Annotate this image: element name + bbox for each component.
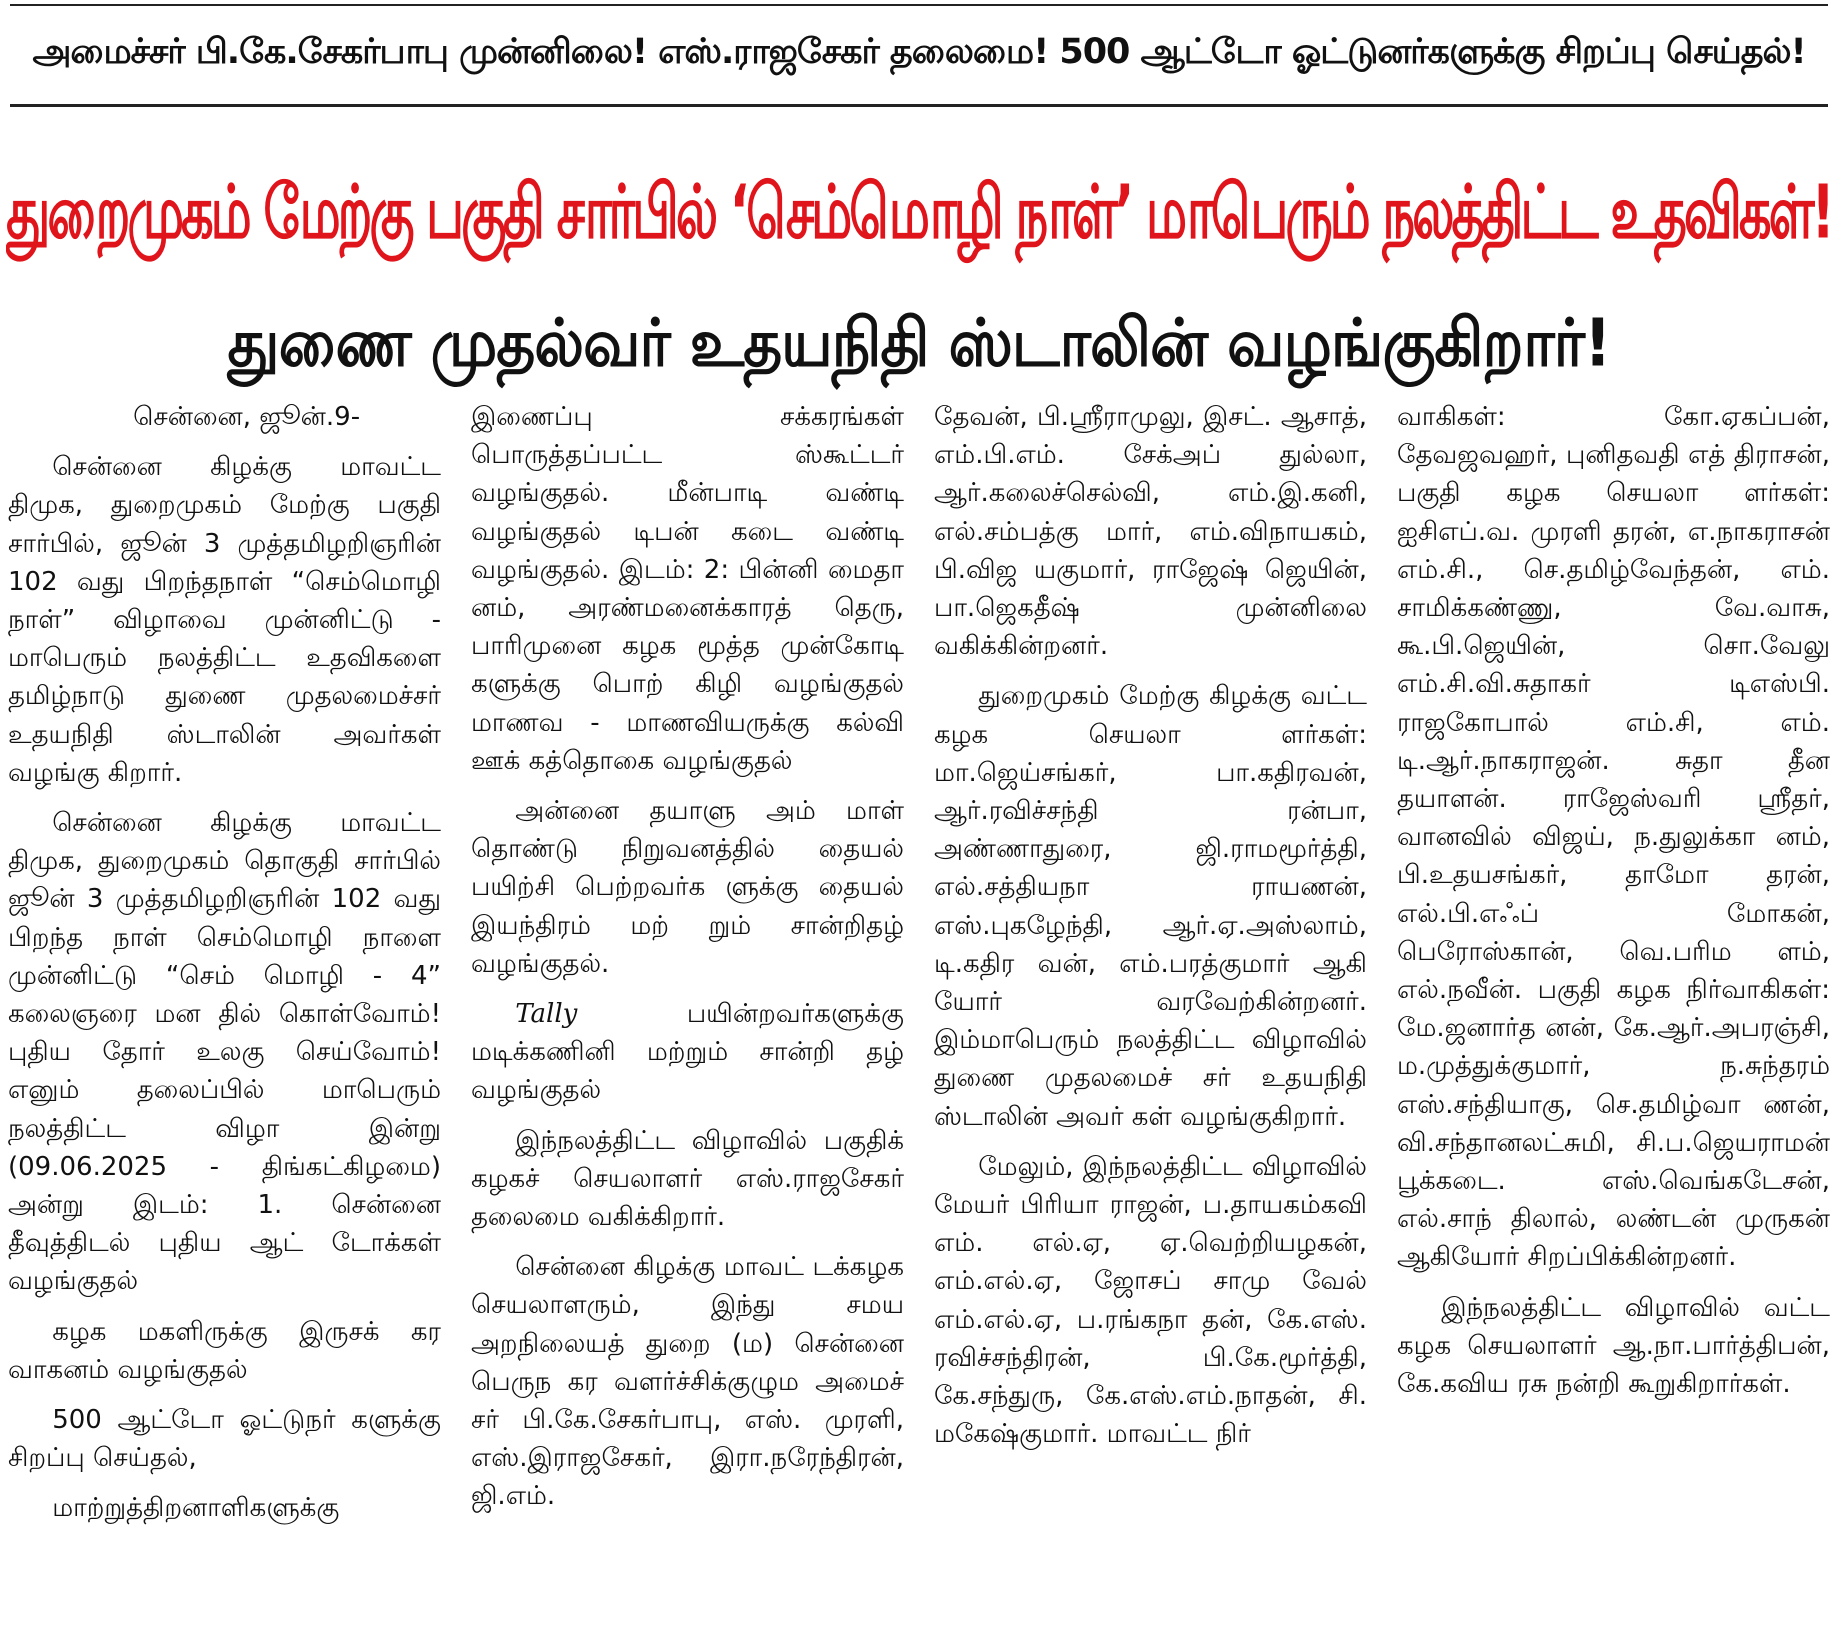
top-border-rule [10, 4, 1828, 6]
paragraph: இந்நலத்திட்ட விழாவில் பகுதிக் கழகச் செயலாளர் எஸ்.ராஜசேகர் தலைமை வகிக்கிறார். [471, 1125, 904, 1233]
article-column-4 [1397, 398, 1830, 1638]
kicker-line: அமைச்சர் பி.கே.சேகர்பாபு முன்னிலை! எஸ்.ராஜசேகர் தலைமை! 500 ஆட்டோ ஓட்டுனர்களுக்கு சிறப்பு செய்தல்! [32, 32, 1806, 72]
article-column-1 [8, 398, 441, 1638]
article-column-3 [934, 398, 1367, 1638]
paragraph: தேவன், பி.ஸ்ரீராமுலு, இசட். ஆசாத், எம்.பி.எம். சேக்அப் துல்லா, ஆர்.கலைச்செல்வி, எம்.இ.கனி, எல்.சம்பத்கு மார், எம்.விநாயகம், பி.விஜ யகுமார், ராஜேஷ் ஜெயின், பா.ஜெகதீஷ் முன்னிலை வகிக்கின்றனர். [934, 402, 1367, 662]
paragraph: துறைமுகம் மேற்கு கிழக்கு வட்ட கழக செயலா ளர்கள்: மா.ஜெய்சங்கர், பா.கதிரவன், ஆர்.ரவிச்சந்தி ரன்பா, அண்ணாதுரை, ஜி.ராமமூர்த்தி, எல்.சத்தியநா ராயணன், எஸ்.புகழேந்தி, ஆர்.ஏ.அஸ்லாம், டி.கதிர வன், எம்.பரத்குமார் ஆகி யோர் வரவேற்கின்றனர். இம்மாபெரும் நலத்திட்ட விழாவில் துணை முதலமைச் சர் உதயநிதி ஸ்டாலின் அவர் கள் வழங்குகிறார். [934, 681, 1367, 1132]
paragraph: மேலும், இந்நலத்திட்ட விழாவில் மேயர் பிரியா ராஜன், ப.தாயகம்கவி எம். எல்.ஏ, ஏ.வெற்றியழகன், எம்.எல்.ஏ, ஜோசப் சாமு வேல் எம்.எல்.ஏ, ப.ரங்கநா தன், கே.எஸ். ரவிச்சந்திரன், பி.கே.மூர்த்தி, கே.சந்துரு, கே.எஸ்.எம்.நாதன், சி. மகேஷ்குமார். மாவட்ட நிர் [934, 1151, 1367, 1450]
dateline: சென்னை, ஜூன்.9- [133, 402, 361, 432]
paragraph: இந்நலத்திட்ட விழாவில் வட்ட கழக செயலாளர் ஆ.நா.பார்த்திபன், கே.கவிய ரசு நன்றி கூறுகிறார்கள். [1397, 1292, 1830, 1400]
article-column-2 [471, 398, 904, 1638]
tally-rest: பயின்றவர்களுக்கு மடிக்கணினி மற்றும் சான்றி தழ் வழங்குதல் [471, 999, 904, 1106]
paragraph: சென்னை கிழக்கு மாவட்ட திமுக, துறைமுகம் மேற்கு பகுதி சார்பில், ஜூன் 3 முத்தமிழறிஞரின் 102 வது பிறந்தநாள் “செம்மொழி நாள்” விழாவை முன்னிட்டு - மாபெரும் நலத்திட்ட உதவிகளை தமிழ்நாடு துணை முதலமைச்சர் உதயநிதி ஸ்டாலின் அவர்கள் வழங்கு கிறார். [8, 452, 441, 788]
article-body [8, 398, 1830, 1638]
paragraph-tally [471, 995, 904, 1110]
tally-word: Tally [515, 999, 578, 1030]
paragraph: கழக மகளிருக்கு இருசக் கர வாகனம் வழங்குதல் [8, 1316, 441, 1385]
paragraph: சென்னை கிழக்கு மாவட்ட திமுக, துறைமுகம் தொகுதி சார்பில் ஜூன் 3 முத்தமிழறிஞரின் 102 வது பிறந்த நாள் செம்மொழி நாளை முன்னிட்டு “செம் மொழி - 4” கலைஞரை மன தில் கொள்வோம்! புதிய தோர் உலகு செய்வோம்! எனும் தலைப்பில் மாபெரும் நலத்திட்ட விழா இன்று (09.06.2025 - திங்கட்கிழமை) அன்று இடம்: 1. சென்னை தீவுத்திடல் புதிய ஆட் டோக்கள் வழங்குதல் [8, 808, 441, 1297]
paragraph: சென்னை கிழக்கு மாவட் டக்கழக செயலாளரும், இந்து சமய அறநிலையத் துறை (ம) சென்னை பெருந கர வளர்ச்சிக்குழும அமைச் சர் பி.கே.சேகர்பாபு, எஸ். முரளி, எஸ்.இராஜசேகர், இரா.நரேந்திரன், ஜி.எம். [471, 1252, 904, 1512]
paragraph: 500 ஆட்டோ ஓட்டுநர் களுக்கு சிறப்பு செய்தல், [8, 1405, 441, 1474]
main-headline: துறைமுகம் மேற்கு பகுதி சார்பில் ‘செம்மொழி நாள்’ மாபெரும் நலத்திட்ட உதவிகள்! [6, 169, 1832, 256]
sub-headline: துணை முதல்வர் உதயநிதி ஸ்டாலின் வழங்குகிறார்! [227, 305, 1611, 383]
paragraph: மாற்றுத்திறனாளிகளுக்கு [52, 1493, 340, 1524]
paragraph: அன்னை தயாளு அம் மாள் தொண்டு நிறுவனத்தில் தையல் பயிற்சி பெற்றவர்க ளுக்கு தையல் இயந்திரம் மற் றும் சான்றிதழ் வழங்குதல். [471, 796, 904, 979]
paragraph: வாகிகள்: கோ.ஏகப்பன், தேவஜவஹர், புனிதவதி எத் திராசன், பகுதி கழக செயலா ளர்கள்: ஐசிஎப்.வ. முரளி தரன், எ.நாகராசன் எம்.சி., செ.தமிழ்வேந்தன், எம். சாமிக்கண்ணு, வே.வாசு, கூ.பி.ஜெயின், சொ.வேலு எம்.சி.வி.சுதாகர் டிஎஸ்பி. ராஜகோபால் எம்.சி, எம். டி.ஆர்.நாகராஜன். சுதா தீன தயாளன். ராஜேஸ்வரி ஸ்ரீதர், வானவில் விஜய், ந.துலுக்கா னம், பி.உதயசங்கர், தாமோ தரன், எல்.பி.எஃப் மோகன், பெரோஸ்கான், வெ.பரிம ளம், எல்.நவீன். பகுதி கழக நிர்வாகிகள்: மே.ஜனார்த னன், கே.ஆர்.அபரஞ்சி, ம.முத்துக்குமார், ந.சுந்தரம் எஸ்.சந்தியாகு, செ.தமிழ்வா ணன், வி.சந்தானலட்சுமி, சி.ப.ஜெயராமன் பூக்கடை. எஸ்.வெங்கடேசன், எல்.சாந் திலால், லண்டன் முருகன் ஆகியோர் சிறப்பிக்கின்றனர். [1397, 402, 1830, 1273]
paragraph: இணைப்பு சக்கரங்கள் பொருத்தப்பட்ட ஸ்கூட்டர் வழங்குதல். மீன்பாடி வண்டி வழங்குதல் டிபன் கடை வண்டி வழங்குதல். இடம்: 2: பின்னி மைதா னம், அரண்மனைக்காரத் தெரு, பாரிமுனை கழக மூத்த முன்கோடி களுக்கு பொற் கிழி வழங்குதல் மாணவ - மாணவியருக்கு கல்வி ஊக் கத்தொகை வழங்குதல் [471, 402, 904, 776]
